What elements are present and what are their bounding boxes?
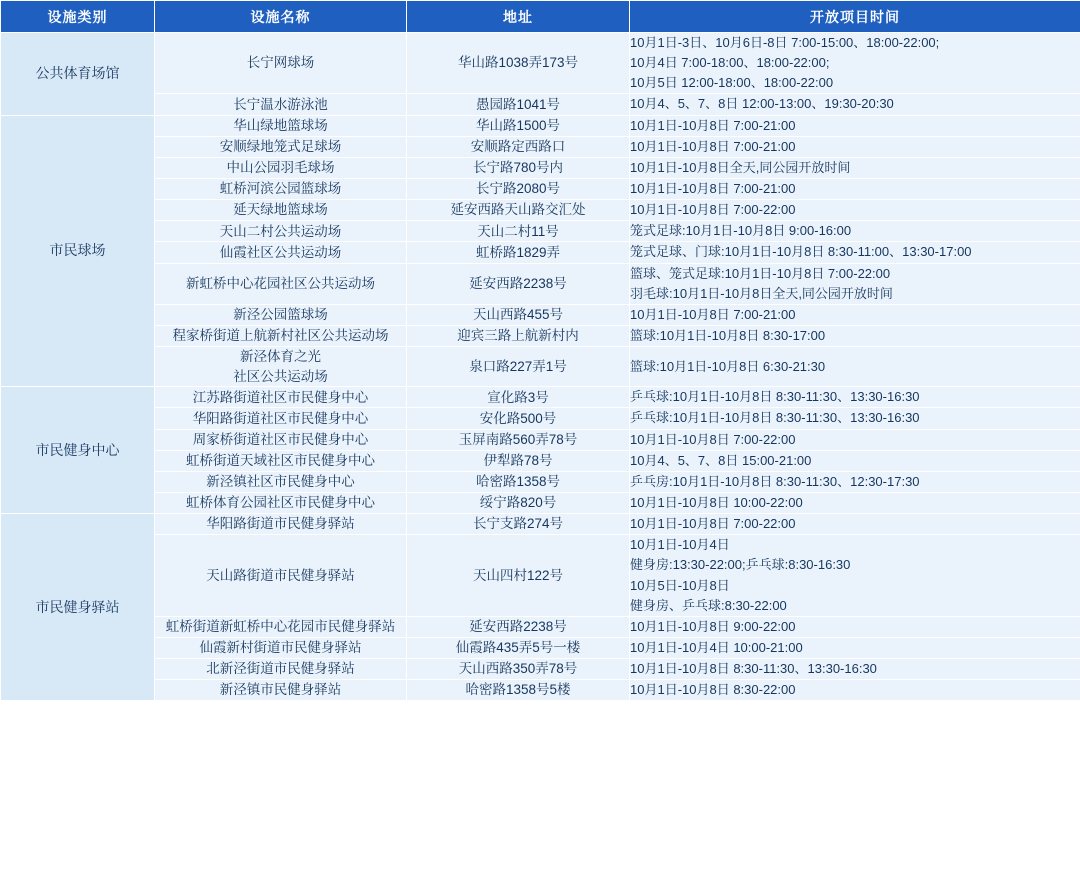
open-time-cell — [630, 157, 1080, 178]
facility-name-cell: 新泾镇社区市民健身中心 — [155, 471, 407, 492]
facility-name-line: 社区公共运动场 — [233, 368, 328, 384]
address-cell: 长宁支路274号 — [407, 514, 630, 535]
open-time-line: 篮球:10月1日-10月8日 8:30-17:00 — [630, 327, 826, 343]
open-time-cell — [630, 429, 1080, 450]
facility-name-cell: 长宁温水游泳池 — [155, 94, 407, 115]
facility-name-cell: 天山二村公共运动场 — [155, 221, 407, 242]
open-time-cell — [630, 221, 1080, 242]
open-time-cell — [630, 659, 1080, 680]
open-time-cell — [630, 242, 1080, 263]
open-time-cell — [630, 33, 1080, 94]
table-row — [1, 659, 1080, 680]
table-row — [1, 136, 1080, 157]
column-header-open-time: 开放项目时间 — [630, 1, 1080, 33]
table-row — [1, 304, 1080, 325]
address-cell: 延安西路天山路交汇处 — [407, 200, 630, 221]
open-time-cell — [630, 200, 1080, 221]
address-cell: 安化路500号 — [407, 408, 630, 429]
table-row — [1, 33, 1080, 94]
open-time-line: 乒乓球:10月1日-10月8日 8:30-11:30、13:30-16:30 — [630, 410, 920, 426]
table-row — [1, 514, 1080, 535]
column-header-category: 设施类别 — [1, 1, 155, 33]
open-time-line: 10月1日-10月8日 7:00-21:00 — [630, 138, 796, 154]
open-time-line: 10月5日-10月8日 — [630, 577, 730, 593]
open-time-line: 10月1日-10月8日 7:00-21:00 — [630, 180, 796, 196]
table-header — [1, 1, 1080, 33]
open-time-cell — [630, 263, 1080, 304]
address-cell: 伊犁路78号 — [407, 450, 630, 471]
table-row — [1, 200, 1080, 221]
open-time-line: 10月4日 7:00-18:00、18:00-22:00; — [630, 55, 830, 71]
table-row — [1, 325, 1080, 346]
facility-name-cell: 新泾公园篮球场 — [155, 304, 407, 325]
facility-name-cell: 中山公园羽毛球场 — [155, 157, 407, 178]
address-cell: 天山四村122号 — [407, 535, 630, 617]
facility-name-cell: 华阳路街道市民健身驿站 — [155, 514, 407, 535]
facility-name-cell: 北新泾街道市民健身驿站 — [155, 659, 407, 680]
table-row — [1, 157, 1080, 178]
address-cell: 愚园路1041号 — [407, 94, 630, 115]
address-cell: 绥宁路820号 — [407, 492, 630, 513]
facility-name-cell: 华阳路街道社区市民健身中心 — [155, 408, 407, 429]
open-time-cell — [630, 387, 1080, 408]
table-row — [1, 347, 1080, 387]
open-time-line: 乒乓房:10月1日-10月8日 8:30-11:30、12:30-17:30 — [630, 473, 920, 489]
open-time-cell — [630, 514, 1080, 535]
open-time-line: 10月5日 12:00-18:00、18:00-22:00 — [630, 75, 834, 91]
address-cell: 安顺路定西路口 — [407, 136, 630, 157]
address-cell: 迎宾三路上航新村内 — [407, 325, 630, 346]
facility-name-line: 新泾体育之光 — [240, 349, 321, 365]
open-time-line: 10月1日-10月8日 7:00-21:00 — [630, 306, 796, 322]
column-header-address: 地址 — [407, 1, 630, 33]
facility-name-cell: 天山路街道市民健身驿站 — [155, 535, 407, 617]
open-time-line: 乒乓球:10月1日-10月8日 8:30-11:30、13:30-16:30 — [630, 389, 920, 405]
address-cell: 仙霞路435弄5号一楼 — [407, 637, 630, 658]
table-row — [1, 616, 1080, 637]
table-row — [1, 429, 1080, 450]
address-cell: 玉屏南路560弄78号 — [407, 429, 630, 450]
open-time-cell — [630, 347, 1080, 387]
category-cell: 公共体育场馆 — [1, 33, 155, 116]
open-time-line: 10月1日-10月8日 7:00-22:00 — [630, 516, 796, 532]
open-time-cell — [630, 178, 1080, 199]
address-cell: 虹桥路1829弄 — [407, 242, 630, 263]
open-time-line: 10月1日-10月8日 9:00-22:00 — [630, 618, 796, 634]
table-row — [1, 680, 1080, 701]
table-row — [1, 471, 1080, 492]
open-time-cell — [630, 450, 1080, 471]
open-time-line: 10月1日-10月8日 8:30-22:00 — [630, 682, 796, 698]
open-time-line: 健身房:13:30-22:00;乒乓球:8:30-16:30 — [630, 557, 851, 573]
category-cell: 市民健身驿站 — [1, 514, 155, 701]
open-time-cell — [630, 471, 1080, 492]
address-cell: 泉口路227弄1号 — [407, 347, 630, 387]
open-time-cell — [630, 94, 1080, 115]
open-time-cell — [630, 115, 1080, 136]
open-time-cell — [630, 408, 1080, 429]
open-time-line: 10月1日-10月8日 8:30-11:30、13:30-16:30 — [630, 661, 877, 677]
table-row — [1, 242, 1080, 263]
address-cell: 华山路1500号 — [407, 115, 630, 136]
address-cell: 延安西路2238号 — [407, 616, 630, 637]
open-time-line: 篮球、笼式足球:10月1日-10月8日 7:00-22:00 — [630, 265, 891, 281]
facility-name-cell: 江苏路街道社区市民健身中心 — [155, 387, 407, 408]
address-cell: 延安西路2238号 — [407, 263, 630, 304]
address-cell: 天山二村11号 — [407, 221, 630, 242]
table-row — [1, 263, 1080, 304]
facility-name-cell: 虹桥河滨公园篮球场 — [155, 178, 407, 199]
facility-name-cell: 虹桥街道天域社区市民健身中心 — [155, 450, 407, 471]
table-row — [1, 408, 1080, 429]
open-time-line: 健身房、乒乓球:8:30-22:00 — [630, 597, 787, 613]
table-row — [1, 94, 1080, 115]
open-time-cell — [630, 680, 1080, 701]
open-time-line: 10月4、5、7、8日 12:00-13:00、19:30-20:30 — [630, 96, 894, 112]
open-time-line: 10月1日-10月4日 10:00-21:00 — [630, 639, 803, 655]
table-row — [1, 221, 1080, 242]
facility-name-cell: 安顺绿地笼式足球场 — [155, 136, 407, 157]
address-cell: 天山西路455号 — [407, 304, 630, 325]
address-cell: 哈密路1358号 — [407, 471, 630, 492]
address-cell: 天山西路350弄78号 — [407, 659, 630, 680]
open-time-line: 10月1日-3日、10月6日-8日 7:00-15:00、18:00-22:00; — [630, 35, 940, 50]
open-time-cell — [630, 136, 1080, 157]
facility-name-cell: 程家桥街道上航新村社区公共运动场 — [155, 325, 407, 346]
table-row — [1, 178, 1080, 199]
table-row — [1, 535, 1080, 617]
facility-name-cell: 虹桥街道新虹桥中心花园市民健身驿站 — [155, 616, 407, 637]
facility-name-cell: 新虹桥中心花园社区公共运动场 — [155, 263, 407, 304]
open-time-line: 10月1日-10月8日 7:00-21:00 — [630, 117, 796, 133]
category-cell: 市民球场 — [1, 115, 155, 387]
table-row — [1, 450, 1080, 471]
open-time-line: 篮球:10月1日-10月8日 6:30-21:30 — [630, 358, 826, 374]
open-time-line: 10月1日-10月8日 7:00-22:00 — [630, 431, 796, 447]
address-cell: 华山路1038弄173号 — [407, 33, 630, 94]
category-cell: 市民健身中心 — [1, 387, 155, 514]
table-body — [1, 33, 1080, 701]
open-time-cell — [630, 616, 1080, 637]
open-time-line: 笼式足球、门球:10月1日-10月8日 8:30-11:00、13:30-17:00 — [630, 244, 972, 260]
open-time-line: 10月1日-10月8日 7:00-22:00 — [630, 202, 796, 218]
address-cell: 哈密路1358号5楼 — [407, 680, 630, 701]
open-time-line: 10月4、5、7、8日 15:00-21:00 — [630, 452, 812, 468]
column-header-facility-name: 设施名称 — [155, 1, 407, 33]
table-row — [1, 387, 1080, 408]
address-cell: 长宁路2080号 — [407, 178, 630, 199]
facility-name-cell: 虹桥体育公园社区市民健身中心 — [155, 492, 407, 513]
open-time-cell — [630, 325, 1080, 346]
address-cell: 宣化路3号 — [407, 387, 630, 408]
open-time-line: 10月1日-10月8日 10:00-22:00 — [630, 494, 803, 510]
table-row — [1, 637, 1080, 658]
facility-name-cell: 新泾镇市民健身驿站 — [155, 680, 407, 701]
facility-name-cell — [155, 347, 407, 387]
facility-name-cell: 华山绿地篮球场 — [155, 115, 407, 136]
address-cell: 长宁路780号内 — [407, 157, 630, 178]
open-time-line: 10月1日-10月8日全天,同公园开放时间 — [630, 159, 851, 175]
open-time-cell — [630, 637, 1080, 658]
open-time-line: 10月1日-10月4日 — [630, 537, 730, 553]
table-row — [1, 115, 1080, 136]
facility-name-cell: 仙霞新村街道市民健身驿站 — [155, 637, 407, 658]
header-row — [1, 1, 1080, 33]
open-time-cell — [630, 304, 1080, 325]
open-time-cell — [630, 535, 1080, 617]
facility-name-cell: 周家桥街道社区市民健身中心 — [155, 429, 407, 450]
facility-name-cell: 仙霞社区公共运动场 — [155, 242, 407, 263]
open-time-cell — [630, 492, 1080, 513]
facility-name-cell: 长宁网球场 — [155, 33, 407, 94]
open-time-line: 笼式足球:10月1日-10月8日 9:00-16:00 — [630, 223, 852, 239]
facility-name-cell: 延天绿地篮球场 — [155, 200, 407, 221]
open-time-line: 羽毛球:10月1日-10月8日全天,同公园开放时间 — [630, 285, 893, 301]
table-row — [1, 492, 1080, 513]
